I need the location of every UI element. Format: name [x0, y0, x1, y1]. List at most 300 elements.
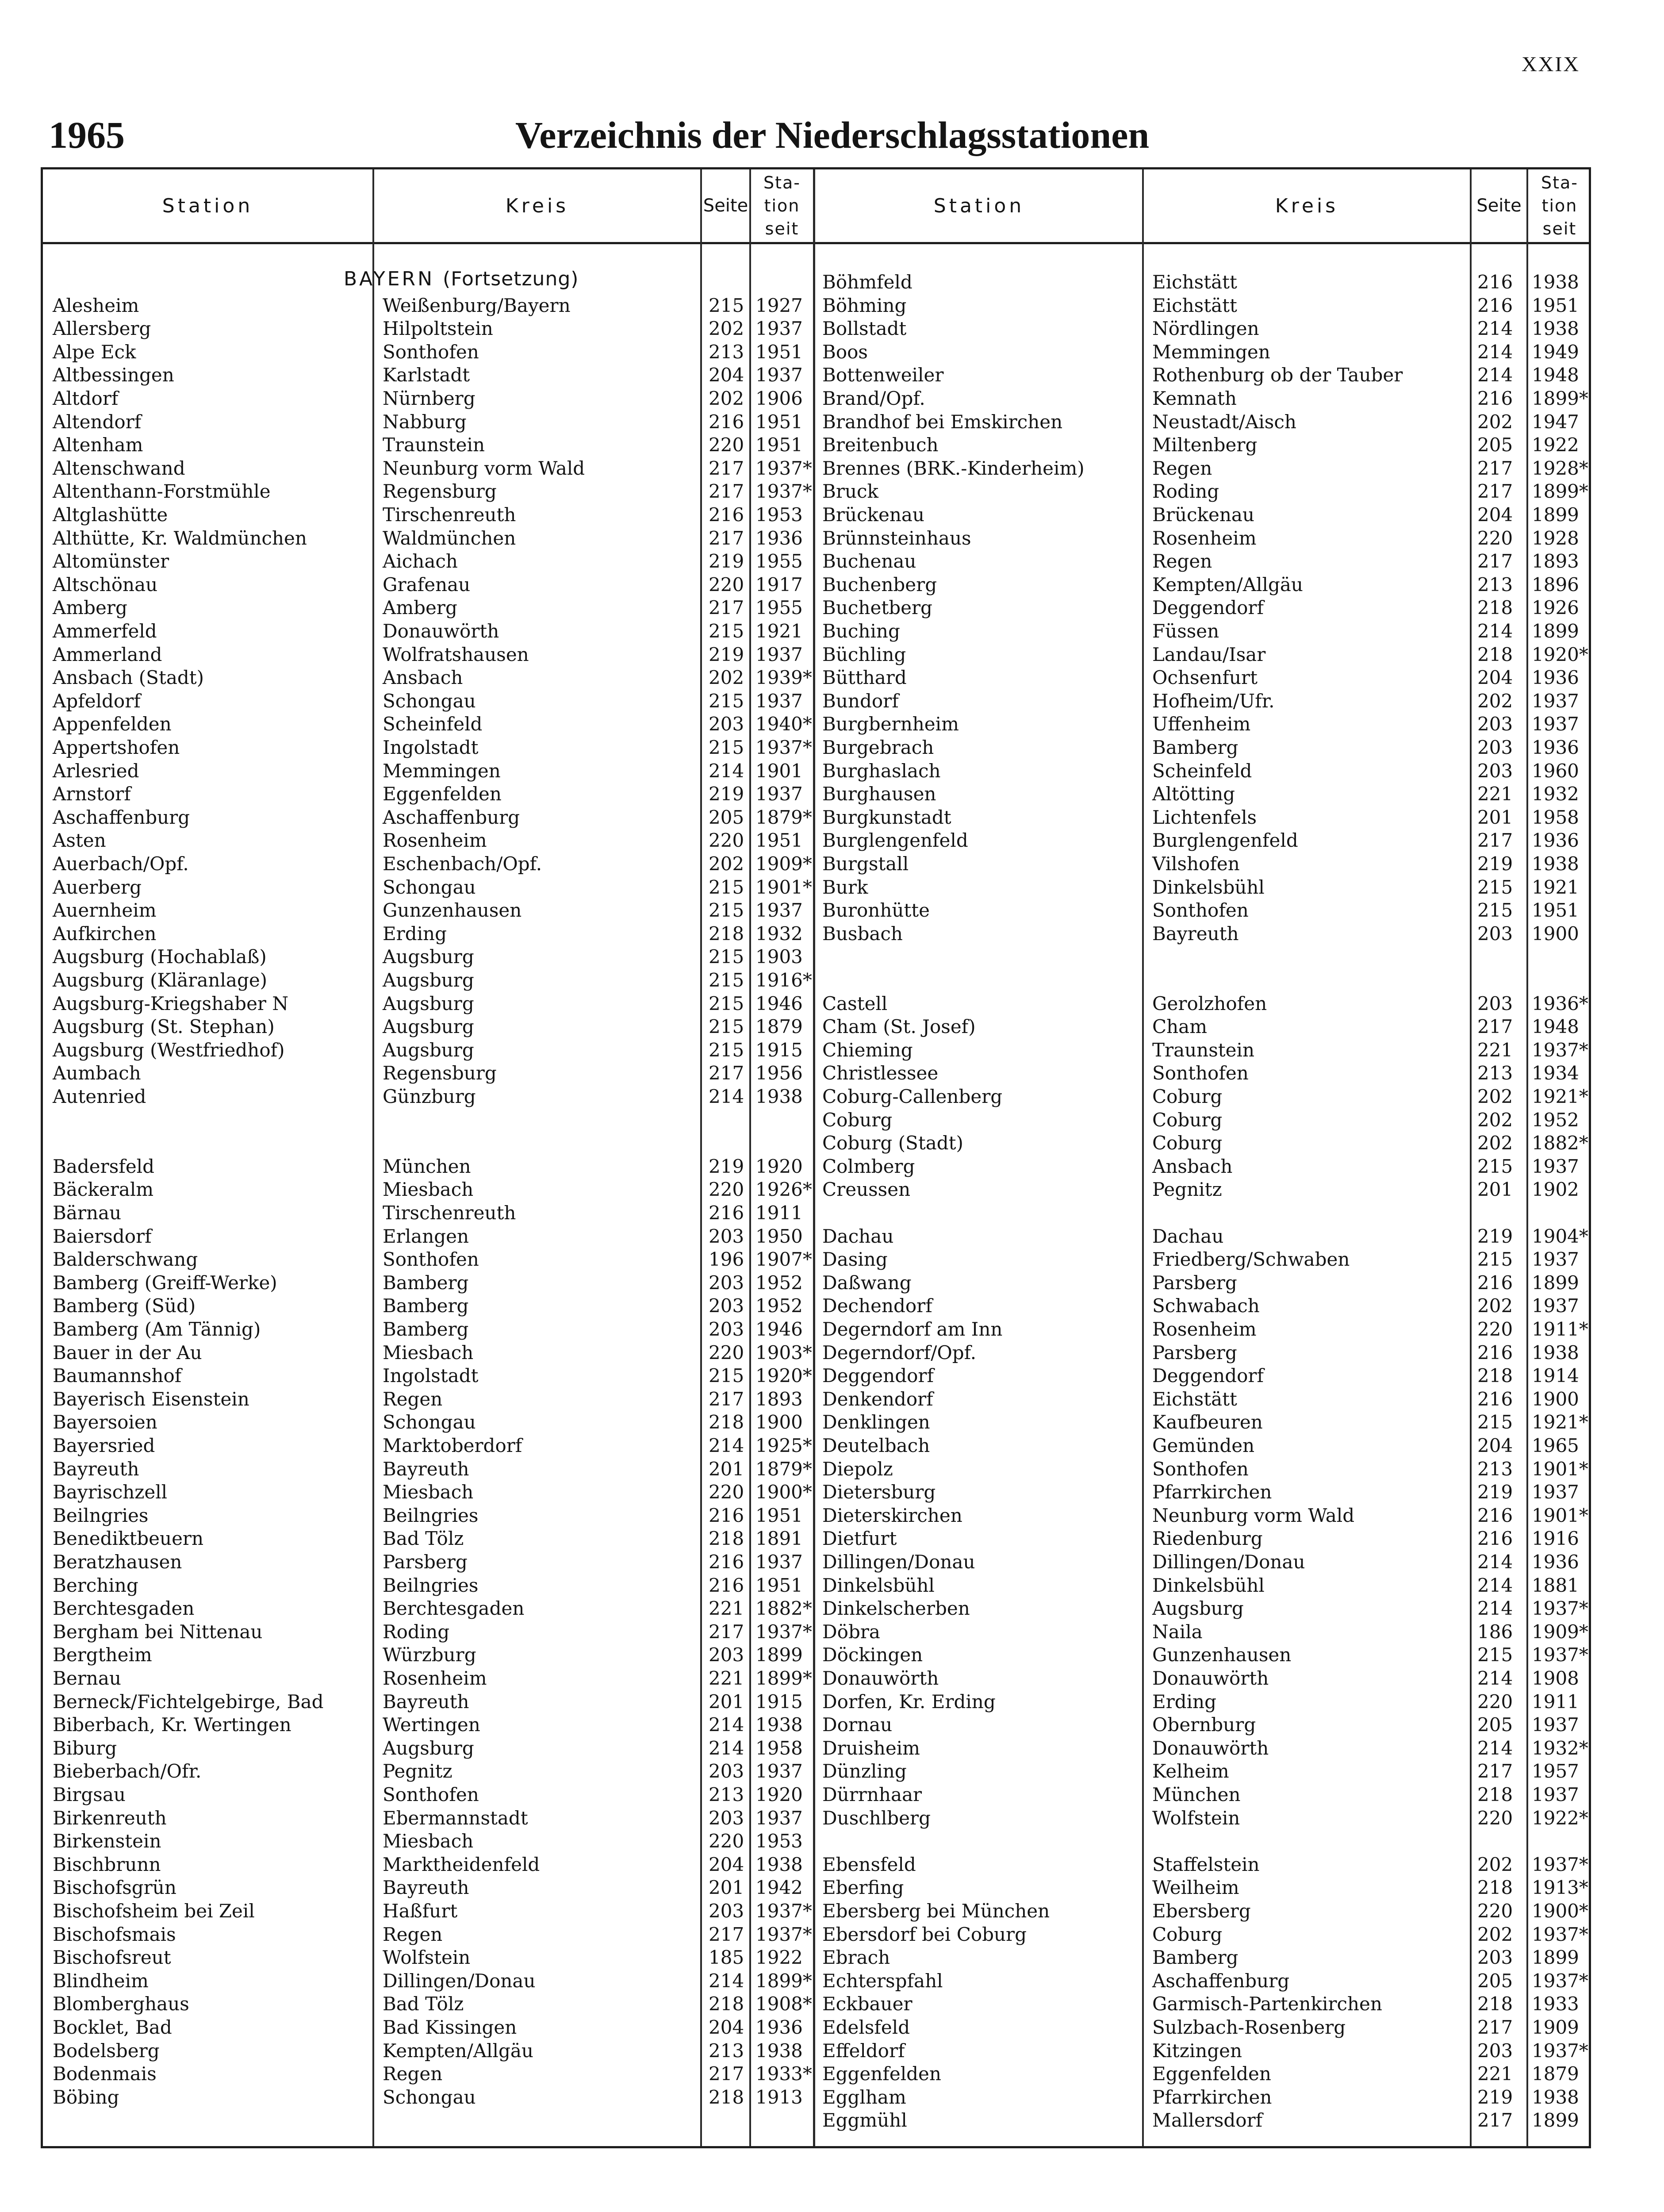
table-row	[43, 2039, 1589, 2062]
cell-seit: 1951	[755, 341, 803, 363]
cell-seite: 217	[1477, 457, 1513, 479]
cell-kreis: Kelheim	[1152, 1760, 1229, 1782]
cell-station: Altschönau	[53, 573, 158, 595]
cell-seit: 1956	[755, 1062, 803, 1084]
cell-kreis: Donauwörth	[1152, 1737, 1269, 1759]
cell-seit: 1882*	[1532, 1132, 1588, 1154]
cell-station: Biburg	[53, 1737, 117, 1759]
cell-seit: 1911*	[1532, 1318, 1588, 1340]
cell-seit: 1936	[1532, 667, 1579, 689]
table-row	[43, 829, 1589, 852]
cell-kreis: Regensburg	[383, 1062, 497, 1084]
cell-station: Balderschwang	[53, 1248, 198, 1271]
cell-station: Buchetberg	[822, 597, 932, 619]
cell-kreis: Rosenheim	[383, 1667, 487, 1689]
cell-seit: 1937*	[1532, 1853, 1588, 1875]
cell-kreis: Regensburg	[383, 480, 497, 503]
cell-station: Donauwörth	[822, 1667, 939, 1689]
table-row	[43, 457, 1589, 480]
header-kreis-right: Kreis	[1275, 194, 1339, 217]
cell-seite: 216	[709, 1202, 744, 1224]
cell-seite: 202	[709, 667, 744, 689]
cell-kreis: Schongau	[383, 2086, 476, 2108]
cell-seite: 218	[1477, 643, 1513, 665]
cell-seit: 1899*	[755, 1970, 812, 1992]
cell-kreis: Scheinfeld	[1152, 760, 1252, 782]
state-note: (Fortsetzung)	[443, 268, 579, 290]
cell-seit: 1920	[755, 1155, 803, 1177]
cell-seite: 218	[1477, 1365, 1513, 1387]
cell-kreis: Kempten/Allgäu	[383, 2039, 533, 2062]
cell-station: Burgbernheim	[822, 713, 959, 735]
cell-seit: 1938	[1532, 318, 1579, 340]
cell-seit: 1946	[755, 992, 803, 1014]
cell-station: Cham (St. Josef)	[822, 1016, 976, 1038]
cell-seite: 203	[709, 713, 744, 735]
cell-station: Badersfeld	[53, 1155, 154, 1177]
cell-station: Buchenau	[822, 550, 916, 572]
cell-seit: 1937	[755, 1551, 803, 1573]
cell-kreis: Tirschenreuth	[383, 1202, 516, 1224]
cell-kreis: Bamberg	[383, 1295, 469, 1317]
cell-seit: 1901*	[755, 876, 812, 898]
table-row	[43, 1899, 1589, 1923]
cell-seit: 1936	[1532, 737, 1579, 758]
cell-kreis: Bamberg	[1152, 737, 1238, 758]
cell-seit: 1900*	[755, 1481, 812, 1503]
cell-seite: 217	[1477, 2016, 1513, 2038]
cell-seite: 216	[709, 1574, 744, 1596]
cell-seite: 214	[709, 1737, 744, 1759]
cell-station: Bischofsheim bei Zeil	[53, 1900, 255, 1922]
cell-seit: 1911	[1532, 1690, 1579, 1713]
cell-station: Ebersberg bei München	[822, 1900, 1050, 1922]
cell-seite: 215	[709, 294, 744, 316]
cell-seite: 215	[1477, 899, 1513, 922]
cell-seite: 203	[1477, 737, 1513, 758]
cell-seit: 1936	[755, 2016, 803, 2038]
cell-seite: 217	[709, 457, 744, 479]
cell-seite: 202	[1477, 1109, 1513, 1131]
cell-seite: 213	[1477, 573, 1513, 595]
table-row	[43, 689, 1589, 713]
header-station-left: Station	[162, 194, 253, 217]
cell-seite: 217	[1477, 1760, 1513, 1782]
cell-kreis: Grafenau	[383, 573, 471, 595]
cell-seite: 219	[1477, 2086, 1513, 2108]
cell-seite: 215	[1477, 1248, 1513, 1271]
cell-seite: 205	[709, 806, 744, 828]
cell-kreis: Dinkelsbühl	[1152, 1574, 1265, 1596]
cell-seit: 1937*	[1532, 1644, 1588, 1666]
cell-kreis: Regen	[383, 2063, 443, 2085]
cell-seit: 1896	[1532, 573, 1579, 595]
cell-kreis: Ansbach	[1152, 1155, 1233, 1177]
cell-kreis: Rosenheim	[383, 830, 487, 852]
table-row	[43, 1504, 1589, 1527]
cell-station: Bergham bei Nittenau	[53, 1621, 263, 1643]
cell-seite: 213	[1477, 1458, 1513, 1480]
cell-seite: 203	[709, 1271, 744, 1294]
table-row	[43, 480, 1589, 503]
cell-seit: 1937	[755, 364, 803, 386]
cell-seit: 1952	[755, 1295, 803, 1317]
cell-seit: 1904*	[1532, 1225, 1588, 1247]
cell-kreis: Friedberg/Schwaben	[1152, 1248, 1350, 1271]
cell-station: Alesheim	[53, 294, 139, 316]
cell-seit: 1900	[1532, 922, 1579, 945]
cell-seite: 202	[1477, 1853, 1513, 1875]
cell-seite: 220	[1477, 1690, 1513, 1713]
header-seite-left: Seite	[703, 196, 748, 216]
cell-station: Bäckeralm	[53, 1179, 154, 1201]
cell-kreis: Dachau	[1152, 1225, 1224, 1247]
cell-station: Berchtesgaden	[53, 1598, 195, 1620]
cell-kreis: Sonthofen	[383, 1248, 479, 1271]
cell-kreis: Sonthofen	[1152, 1458, 1249, 1480]
cell-kreis: Eggenfelden	[383, 783, 502, 805]
cell-seit: 1940*	[755, 713, 812, 735]
cell-seit: 1922*	[1532, 1807, 1588, 1829]
table-row	[43, 1597, 1589, 1620]
cell-station: Allersberg	[53, 318, 151, 340]
cell-seite: 219	[709, 1155, 744, 1177]
cell-seite: 203	[709, 1900, 744, 1922]
cell-station: Brand/Opf.	[822, 388, 925, 409]
cell-kreis: Nördlingen	[1152, 318, 1259, 340]
cell-seite: 221	[1477, 783, 1513, 805]
cell-station: Arlesried	[53, 760, 139, 782]
cell-station: Augsburg (Westfriedhof)	[53, 1039, 285, 1061]
cell-seite: 216	[1477, 294, 1513, 316]
table-row	[43, 666, 1589, 689]
cell-seite: 215	[709, 946, 744, 968]
cell-seit: 1899	[1532, 1271, 1579, 1294]
cell-station: Bischbrunn	[53, 1853, 161, 1875]
cell-seite: 219	[1477, 1225, 1513, 1247]
cell-seit: 1908	[1532, 1667, 1579, 1689]
cell-seit: 1934	[1532, 1062, 1579, 1084]
header-seit-left: Sta- tion seit	[763, 173, 801, 238]
table-row	[43, 1294, 1589, 1317]
table-row	[43, 363, 1589, 387]
table-row	[43, 2108, 1589, 2132]
cell-seite: 217	[1477, 830, 1513, 852]
cell-seite: 214	[709, 1086, 744, 1107]
table-row	[43, 876, 1589, 899]
table-row	[43, 922, 1589, 945]
cell-station: Coburg	[822, 1109, 893, 1131]
cell-kreis: Bayreuth	[383, 1458, 469, 1480]
cell-station: Burgebrach	[822, 737, 934, 758]
cell-kreis: Schongau	[383, 876, 476, 898]
cell-seite: 204	[709, 1853, 744, 1875]
cell-seite: 214	[709, 1435, 744, 1456]
cell-kreis: Bad Tölz	[383, 1993, 464, 2015]
table-row	[43, 1410, 1589, 1434]
cell-kreis: Nabburg	[383, 411, 467, 433]
cell-seit: 1937	[1532, 1248, 1579, 1271]
cell-seit: 1952	[755, 1271, 803, 1294]
cell-kreis: Kempten/Allgäu	[1152, 573, 1303, 595]
cell-seit: 1914	[1532, 1365, 1579, 1387]
cell-station: Apfeldorf	[53, 690, 141, 712]
cell-station: Bocklet, Bad	[53, 2016, 172, 2038]
cell-station: Beilngries	[53, 1504, 149, 1526]
table-row	[43, 1201, 1589, 1225]
cell-seit: 1900*	[1532, 1900, 1588, 1922]
cell-kreis: Sonthofen	[383, 1784, 479, 1805]
cell-seit: 1920*	[1532, 643, 1588, 665]
cell-seite: 220	[1477, 527, 1513, 549]
cell-station: Blomberghaus	[53, 1993, 189, 2015]
cell-seite: 214	[1477, 318, 1513, 340]
cell-seit: 1933*	[755, 2063, 812, 2085]
cell-seite: 217	[709, 527, 744, 549]
cell-seit: 1937	[755, 1760, 803, 1782]
cell-seit: 1913	[755, 2086, 803, 2108]
cell-kreis: Naila	[1152, 1621, 1203, 1643]
cell-seit: 1937	[1532, 1784, 1579, 1805]
cell-station: Bundorf	[822, 690, 899, 712]
cell-station: Bauer in der Au	[53, 1341, 202, 1363]
cell-kreis: Schongau	[383, 1411, 476, 1433]
cell-seit: 1937	[1532, 1714, 1579, 1736]
cell-seit: 1953	[755, 1830, 803, 1852]
cell-station: Chieming	[822, 1039, 913, 1061]
table-row	[43, 1131, 1589, 1155]
cell-seite: 216	[1477, 1504, 1513, 1526]
cell-seit: 1953	[755, 504, 803, 526]
cell-kreis: Eggenfelden	[1152, 2063, 1271, 2085]
cell-kreis: Augsburg	[383, 1016, 474, 1038]
cell-station: Brandhof bei Emskirchen	[822, 411, 1063, 433]
table-row	[43, 1061, 1589, 1085]
cell-kreis: Sonthofen	[383, 341, 479, 363]
cell-seite: 217	[1477, 1016, 1513, 1038]
cell-seit: 1921	[755, 620, 803, 642]
cell-seit: 1937	[755, 643, 803, 665]
cell-kreis: Bad Tölz	[383, 1528, 464, 1550]
cell-station: Deutelbach	[822, 1435, 930, 1456]
cell-station: Deggendorf	[822, 1365, 934, 1387]
cell-station: Dieterskirchen	[822, 1504, 962, 1526]
cell-seit: 1901*	[1532, 1504, 1588, 1526]
page-title: Verzeichnis der Niederschlagsstationen	[515, 114, 1150, 156]
cell-seite: 215	[709, 992, 744, 1014]
table-row	[43, 1178, 1589, 1201]
cell-kreis: Ebersberg	[1152, 1900, 1251, 1922]
cell-kreis: Erding	[383, 922, 447, 945]
cell-seite: 217	[1477, 480, 1513, 503]
cell-seit: 1891	[755, 1528, 803, 1550]
cell-kreis: Gunzenhausen	[1152, 1644, 1292, 1666]
cell-seit: 1917	[755, 573, 803, 595]
cell-seite: 204	[1477, 667, 1513, 689]
cell-seit: 1958	[755, 1737, 803, 1759]
cell-seite: 215	[709, 876, 744, 898]
cell-kreis: Bad Kissingen	[383, 2016, 517, 2038]
cell-kreis: Sonthofen	[1152, 899, 1249, 922]
cell-seit: 1899*	[755, 1667, 812, 1689]
cell-seite: 213	[1477, 1062, 1513, 1084]
cell-kreis: Kaufbeuren	[1152, 1411, 1263, 1433]
cell-seit: 1937	[755, 899, 803, 922]
cell-station: Altenham	[53, 434, 143, 456]
table-row	[43, 1434, 1589, 1457]
cell-kreis: Bamberg	[383, 1271, 469, 1294]
table-row	[43, 619, 1589, 643]
cell-seit: 1881	[1532, 1574, 1579, 1596]
cell-seite: 202	[709, 318, 744, 340]
table-row	[43, 1713, 1589, 1736]
cell-kreis: Augsburg	[383, 969, 474, 991]
cell-station: Ebersdorf bei Coburg	[822, 1923, 1027, 1945]
cell-kreis: Ochsenfurt	[1152, 667, 1258, 689]
cell-kreis: Garmisch-Partenkirchen	[1152, 1993, 1382, 2015]
cell-seit: 1937	[1532, 690, 1579, 712]
cell-kreis: Würzburg	[383, 1644, 476, 1666]
cell-kreis: Aichach	[383, 550, 458, 572]
table-row	[43, 899, 1589, 922]
cell-station: Christlessee	[822, 1062, 939, 1084]
cell-seite: 215	[709, 899, 744, 922]
cell-kreis: Landau/Isar	[1152, 643, 1266, 665]
cell-station: Dinkelsbühl	[822, 1574, 935, 1596]
cell-station: Biberbach, Kr. Wertingen	[53, 1714, 291, 1736]
cell-station: Bayersried	[53, 1435, 155, 1456]
cell-kreis: Parsberg	[383, 1551, 468, 1573]
cell-station: Duschlberg	[822, 1807, 931, 1829]
cell-station: Bamberg (Süd)	[53, 1295, 196, 1317]
cell-station: Augsburg (St. Stephan)	[53, 1016, 275, 1038]
cell-seit: 1925*	[755, 1435, 812, 1456]
cell-station: Birkenreuth	[53, 1807, 167, 1829]
header-seit-right: Sta- tion seit	[1541, 173, 1579, 238]
cell-seit: 1937*	[1532, 1039, 1588, 1061]
cell-kreis: Obernburg	[1152, 1714, 1256, 1736]
cell-station: Brünnsteinhaus	[822, 527, 971, 549]
cell-kreis: Neustadt/Aisch	[1152, 411, 1296, 433]
cell-station: Altglashütte	[53, 504, 168, 526]
cell-seit: 1927	[755, 294, 803, 316]
cell-seit: 1903	[755, 946, 803, 968]
table-row	[43, 1759, 1589, 1783]
cell-kreis: Donauwörth	[1152, 1667, 1269, 1689]
cell-station: Dachau	[822, 1225, 894, 1247]
cell-seit: 1938	[755, 1086, 803, 1107]
cell-kreis: Bamberg	[1152, 1947, 1238, 1969]
cell-seit: 1937	[755, 783, 803, 805]
table-row	[43, 992, 1589, 1015]
cell-seit: 1937	[1532, 1481, 1579, 1503]
cell-seite: 214	[709, 1970, 744, 1992]
cell-kreis: Coburg	[1152, 1109, 1223, 1131]
cell-station: Burgkunstadt	[822, 806, 951, 828]
cell-station: Bodenmais	[53, 2063, 157, 2085]
cell-kreis: Gemünden	[1152, 1435, 1255, 1456]
cell-station: Aschaffenburg	[53, 806, 190, 828]
cell-kreis: Aschaffenburg	[1152, 1970, 1290, 1992]
cell-station: Asten	[53, 830, 106, 852]
cell-kreis: Neunburg vorm Wald	[383, 457, 585, 479]
cell-seite: 215	[709, 737, 744, 758]
cell-seit: 1960	[1532, 760, 1579, 782]
cell-kreis: Rosenheim	[1152, 527, 1257, 549]
cell-station: Althütte, Kr. Waldmünchen	[53, 527, 307, 549]
cell-kreis: Neunburg vorm Wald	[1152, 1504, 1355, 1526]
cell-seite: 219	[1477, 1481, 1513, 1503]
cell-kreis: Coburg	[1152, 1132, 1223, 1154]
cell-station: Buronhütte	[822, 899, 930, 922]
table-row	[43, 1574, 1589, 1597]
cell-seite: 202	[1477, 1923, 1513, 1945]
cell-seite: 215	[1477, 1411, 1513, 1433]
cell-seit: 1951	[755, 411, 803, 433]
cell-seite: 219	[709, 550, 744, 572]
cell-station: Burghausen	[822, 783, 936, 805]
cell-kreis: Regen	[383, 1388, 443, 1410]
cell-station: Bruck	[822, 480, 878, 503]
cell-seite: 220	[709, 1341, 744, 1363]
table-row	[43, 1690, 1589, 1713]
cell-seite: 218	[709, 1528, 744, 1550]
cell-seite: 215	[709, 620, 744, 642]
cell-seit: 1920*	[755, 1365, 812, 1387]
table-row	[43, 1364, 1589, 1387]
state-name: BAYERN	[344, 268, 435, 290]
cell-kreis: Mallersdorf	[1152, 2109, 1263, 2131]
cell-seite: 221	[709, 1598, 744, 1620]
cell-seit: 1937*	[1532, 1598, 1588, 1620]
cell-seit: 1932	[755, 922, 803, 945]
cell-station: Aufkirchen	[53, 922, 157, 945]
cell-seite: 217	[709, 1062, 744, 1084]
cell-seite: 216	[709, 411, 744, 433]
cell-seit: 1937	[755, 318, 803, 340]
cell-seit: 1908*	[755, 1993, 812, 2015]
cell-seit: 1942	[755, 1877, 803, 1899]
cell-kreis: Bayreuth	[383, 1690, 469, 1713]
cell-seit: 1899*	[1532, 480, 1588, 503]
cell-station: Dorfen, Kr. Erding	[822, 1690, 996, 1713]
cell-seit: 1900	[755, 1411, 803, 1433]
cell-station: Bamberg (Greiff-Werke)	[53, 1271, 277, 1294]
cell-station: Ebensfeld	[822, 1853, 916, 1875]
cell-station: Altendorf	[53, 411, 142, 433]
cell-seite: 214	[709, 1714, 744, 1736]
cell-kreis: Donauwörth	[383, 620, 499, 642]
cell-seite: 215	[709, 1039, 744, 1061]
cell-seit: 1958	[1532, 806, 1579, 828]
cell-station: Eggenfelden	[822, 2063, 941, 2085]
cell-station: Dornau	[822, 1714, 893, 1736]
cell-kreis: Weißenburg/Bayern	[383, 294, 571, 316]
cell-seite: 217	[1477, 550, 1513, 572]
cell-kreis: Pfarrkirchen	[1152, 2086, 1272, 2108]
header-kreis-left: Kreis	[505, 194, 569, 217]
cell-seit: 1879	[755, 1016, 803, 1038]
cell-kreis: Günzburg	[383, 1086, 476, 1107]
cell-seit: 1937	[1532, 1295, 1579, 1317]
table-row	[43, 1108, 1589, 1132]
cell-seite: 201	[709, 1690, 744, 1713]
page-number: XXIX	[1522, 53, 1580, 76]
cell-seit: 1899	[1532, 620, 1579, 642]
cell-station: Edelsfeld	[822, 2016, 910, 2038]
cell-kreis: Wolfstein	[383, 1947, 471, 1969]
cell-station: Autenried	[53, 1086, 146, 1107]
